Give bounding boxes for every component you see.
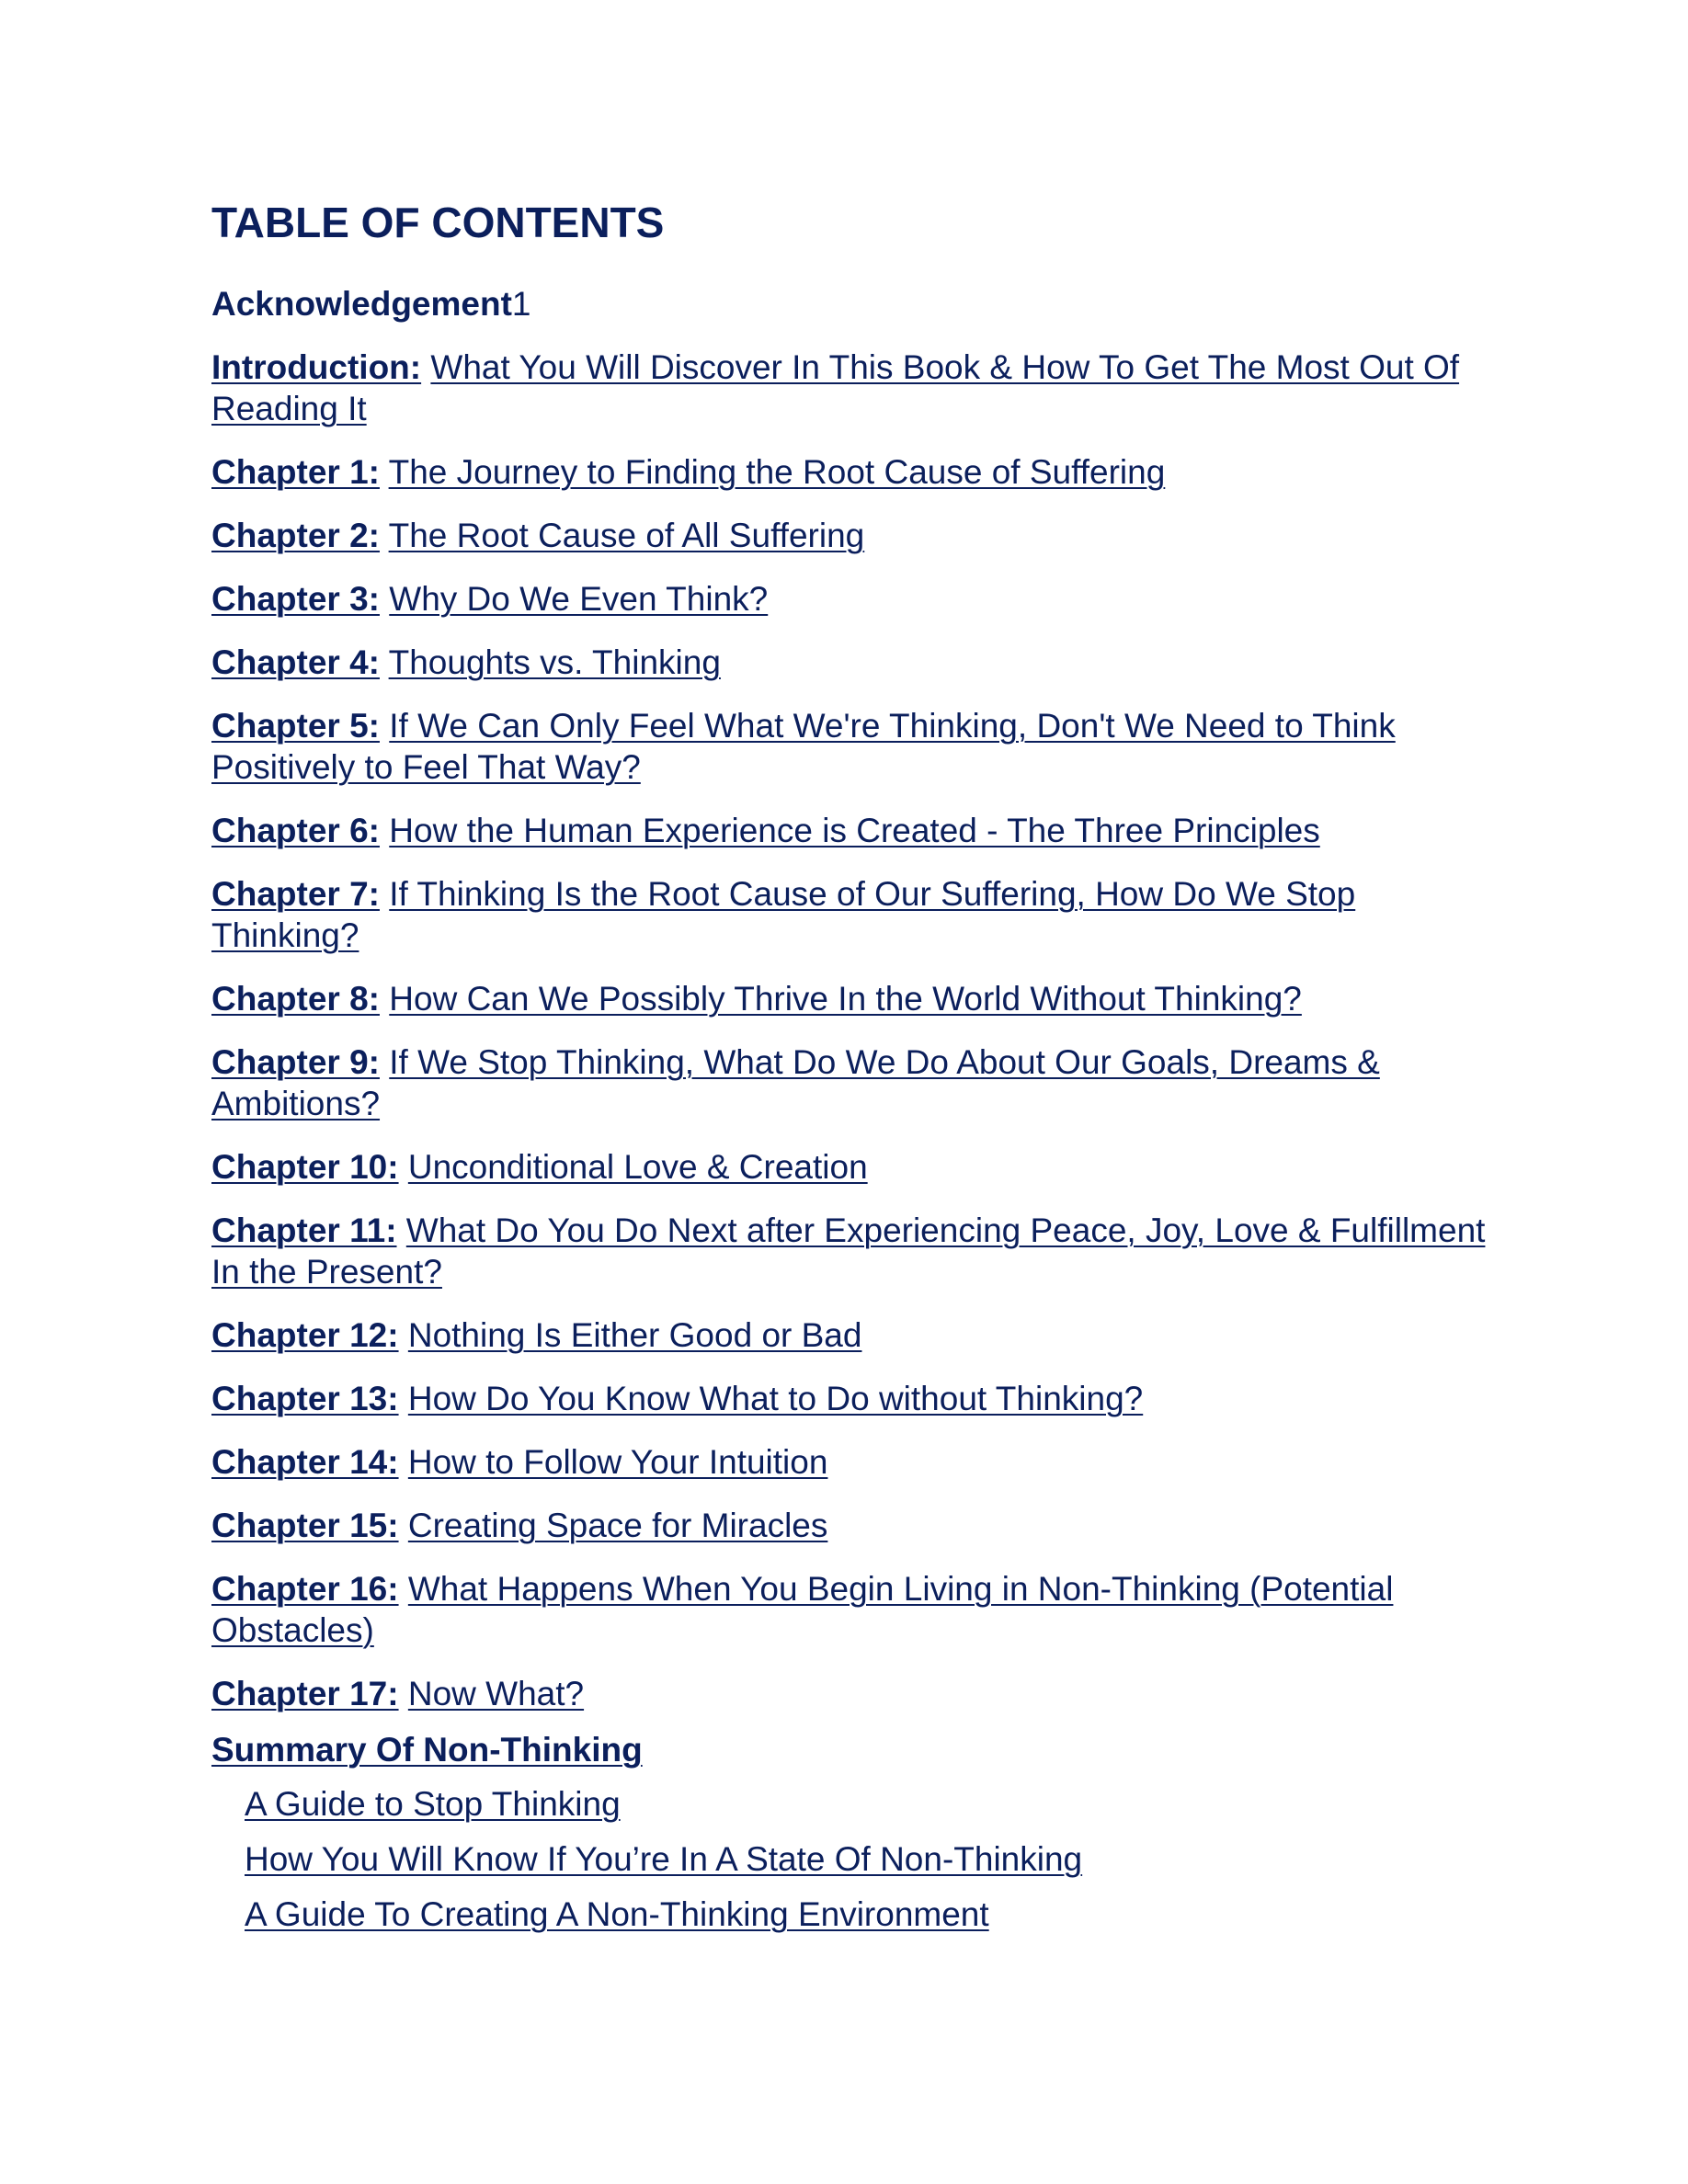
toc-link-chapter-16[interactable] — [211, 1570, 399, 1608]
toc-link-summary[interactable]: Summary Of Non-Thinking — [211, 1731, 643, 1769]
toc-entry-chapter-8[interactable] — [211, 978, 1489, 1019]
entry-label: Chapter 10: — [211, 1148, 399, 1186]
toc-link-chapter-2[interactable] — [211, 517, 380, 554]
toc-link-introduction[interactable] — [211, 348, 421, 386]
toc-link-chapter-10[interactable] — [211, 1148, 399, 1186]
toc-entry-chapter-3[interactable] — [211, 578, 1489, 620]
toc-link-chapter-2-title[interactable]: The Root Cause of All Suffering — [388, 517, 865, 554]
toc-link-chapter-12[interactable] — [211, 1316, 399, 1354]
toc-link-chapter-17[interactable] — [211, 1675, 399, 1712]
toc-link-chapter-5[interactable] — [211, 707, 380, 745]
toc-link-chapter-13-title[interactable]: How Do You Know What to Do without Thinking? — [407, 1380, 1144, 1417]
toc-link-chapter-14[interactable] — [211, 1443, 399, 1481]
toc-link-chapter-3-title[interactable]: Why Do We Even Think? — [389, 580, 769, 618]
toc-link-chapter-6-title[interactable]: How the Human Experience is Created - The Three Principles — [389, 812, 1320, 849]
toc-link-chapter-11-title[interactable]: What Do You Do Next after Experiencing Peace, Joy, Love & Fulfillment In the Present? — [211, 1211, 1486, 1291]
entry-label: Chapter 1: — [211, 453, 380, 491]
entry-label: Chapter 8: — [211, 980, 380, 1018]
toc-subentry-non-thinking-environment[interactable] — [245, 1894, 1489, 1935]
entry-label: Chapter 7: — [211, 875, 380, 913]
toc-link-chapter-4-title[interactable]: Thoughts vs. Thinking — [388, 643, 721, 681]
toc-entry-chapter-7[interactable] — [211, 873, 1489, 956]
entry-label: Chapter 15: — [211, 1507, 399, 1544]
toc-entry-chapter-2[interactable] — [211, 515, 1489, 556]
toc-link-chapter-5-title[interactable]: If We Can Only Feel What We're Thinking, Don't We Need to Think Positively to Feel That Way? — [211, 707, 1396, 786]
entry-label: Chapter 12: — [211, 1316, 399, 1354]
toc-entry-chapter-15[interactable] — [211, 1505, 1489, 1546]
entry-label: Introduction: — [211, 348, 422, 386]
toc-entry-chapter-4[interactable] — [211, 642, 1489, 683]
toc-link-chapter-15[interactable] — [211, 1507, 399, 1544]
toc-entry-chapter-13[interactable] — [211, 1378, 1489, 1419]
entry-label: Chapter 13: — [211, 1380, 399, 1417]
entry-label: Chapter 2: — [211, 517, 380, 554]
toc-entry-introduction[interactable] — [211, 347, 1489, 429]
toc-entry-chapter-17[interactable] — [211, 1673, 1489, 1714]
toc-link-chapter-6[interactable] — [211, 812, 380, 849]
toc-entry-chapter-10[interactable] — [211, 1146, 1489, 1188]
toc-link-chapter-13[interactable] — [211, 1380, 399, 1417]
toc-link-chapter-8-title[interactable]: How Can We Possibly Thrive In the World Without Thinking? — [389, 980, 1302, 1018]
toc-link-chapter-11[interactable] — [211, 1211, 397, 1249]
toc-link-chapter-7-title[interactable]: If Thinking Is the Root Cause of Our Suffering, How Do We Stop Thinking? — [211, 875, 1356, 954]
toc-title: TABLE OF CONTENTS — [211, 199, 665, 246]
toc-link-guide-stop-thinking[interactable]: A Guide to Stop Thinking — [245, 1785, 621, 1823]
toc-entry-chapter-12[interactable] — [211, 1314, 1489, 1356]
toc-link-state-of-non-thinking[interactable]: How You Will Know If You’re In A State Of Non-Thinking — [245, 1840, 1083, 1878]
entry-label: Chapter 5: — [211, 707, 380, 745]
entry-label: Chapter 17: — [211, 1675, 399, 1712]
toc-link-non-thinking-environment[interactable]: A Guide To Creating A Non-Thinking Environment — [245, 1895, 989, 1933]
toc-link-chapter-8[interactable] — [211, 980, 380, 1018]
toc-entry-chapter-14[interactable] — [211, 1441, 1489, 1483]
toc-subentry-state-of-non-thinking[interactable] — [245, 1838, 1489, 1880]
toc-entry-chapter-1[interactable] — [211, 451, 1489, 493]
entry-label: Chapter 16: — [211, 1570, 399, 1608]
toc-link-chapter-9[interactable] — [211, 1043, 380, 1081]
entry-label: Chapter 9: — [211, 1043, 380, 1081]
toc-link-chapter-4[interactable] — [211, 643, 380, 681]
toc-link-chapter-10-title[interactable]: Unconditional Love & Creation — [407, 1148, 868, 1186]
toc-entry-chapter-9[interactable] — [211, 1041, 1489, 1124]
toc-link-chapter-1-title[interactable]: The Journey to Finding the Root Cause of Suffering — [388, 453, 1166, 491]
toc-subentry-guide-stop-thinking[interactable] — [245, 1783, 1489, 1825]
toc-link-chapter-7[interactable] — [211, 875, 380, 913]
toc-entry-chapter-16[interactable] — [211, 1568, 1489, 1651]
toc-link-chapter-14-title[interactable]: How to Follow Your Intuition — [407, 1443, 828, 1481]
entry-label: Chapter 6: — [211, 812, 380, 849]
toc-entry-chapter-6[interactable] — [211, 810, 1489, 851]
toc-link-chapter-15-title[interactable]: Creating Space for Miracles — [407, 1507, 828, 1544]
entry-label: Chapter 14: — [211, 1443, 399, 1481]
toc-page — [211, 195, 1489, 1949]
acknowledgement-label: Acknowledgement — [211, 285, 512, 323]
toc-link-chapter-9-title[interactable]: If We Stop Thinking, What Do We Do About Our Goals, Dreams & Ambitions? — [211, 1043, 1380, 1122]
toc-entry-chapter-5[interactable] — [211, 705, 1489, 788]
toc-link-introduction-title[interactable]: What You Will Discover In This Book & How To Get The Most Out Of Reading It — [211, 348, 1460, 427]
entry-label: Chapter 4: — [211, 643, 380, 681]
toc-link-chapter-17-title[interactable]: Now What? — [407, 1675, 585, 1712]
entry-label: Chapter 3: — [211, 580, 380, 618]
acknowledgement-page: 1 — [511, 285, 531, 323]
toc-link-chapter-12-title[interactable]: Nothing Is Either Good or Bad — [407, 1316, 862, 1354]
toc-link-chapter-16-title[interactable]: What Happens When You Begin Living in Non-Thinking (Potential Obstacles) — [211, 1570, 1394, 1649]
toc-entry-chapter-11[interactable] — [211, 1210, 1489, 1292]
toc-link-chapter-1[interactable] — [211, 453, 380, 491]
toc-entry-acknowledgement — [211, 283, 1489, 324]
toc-entry-summary[interactable] — [211, 1729, 1489, 1770]
entry-label: Chapter 11: — [211, 1211, 397, 1249]
toc-link-chapter-3[interactable] — [211, 580, 380, 618]
